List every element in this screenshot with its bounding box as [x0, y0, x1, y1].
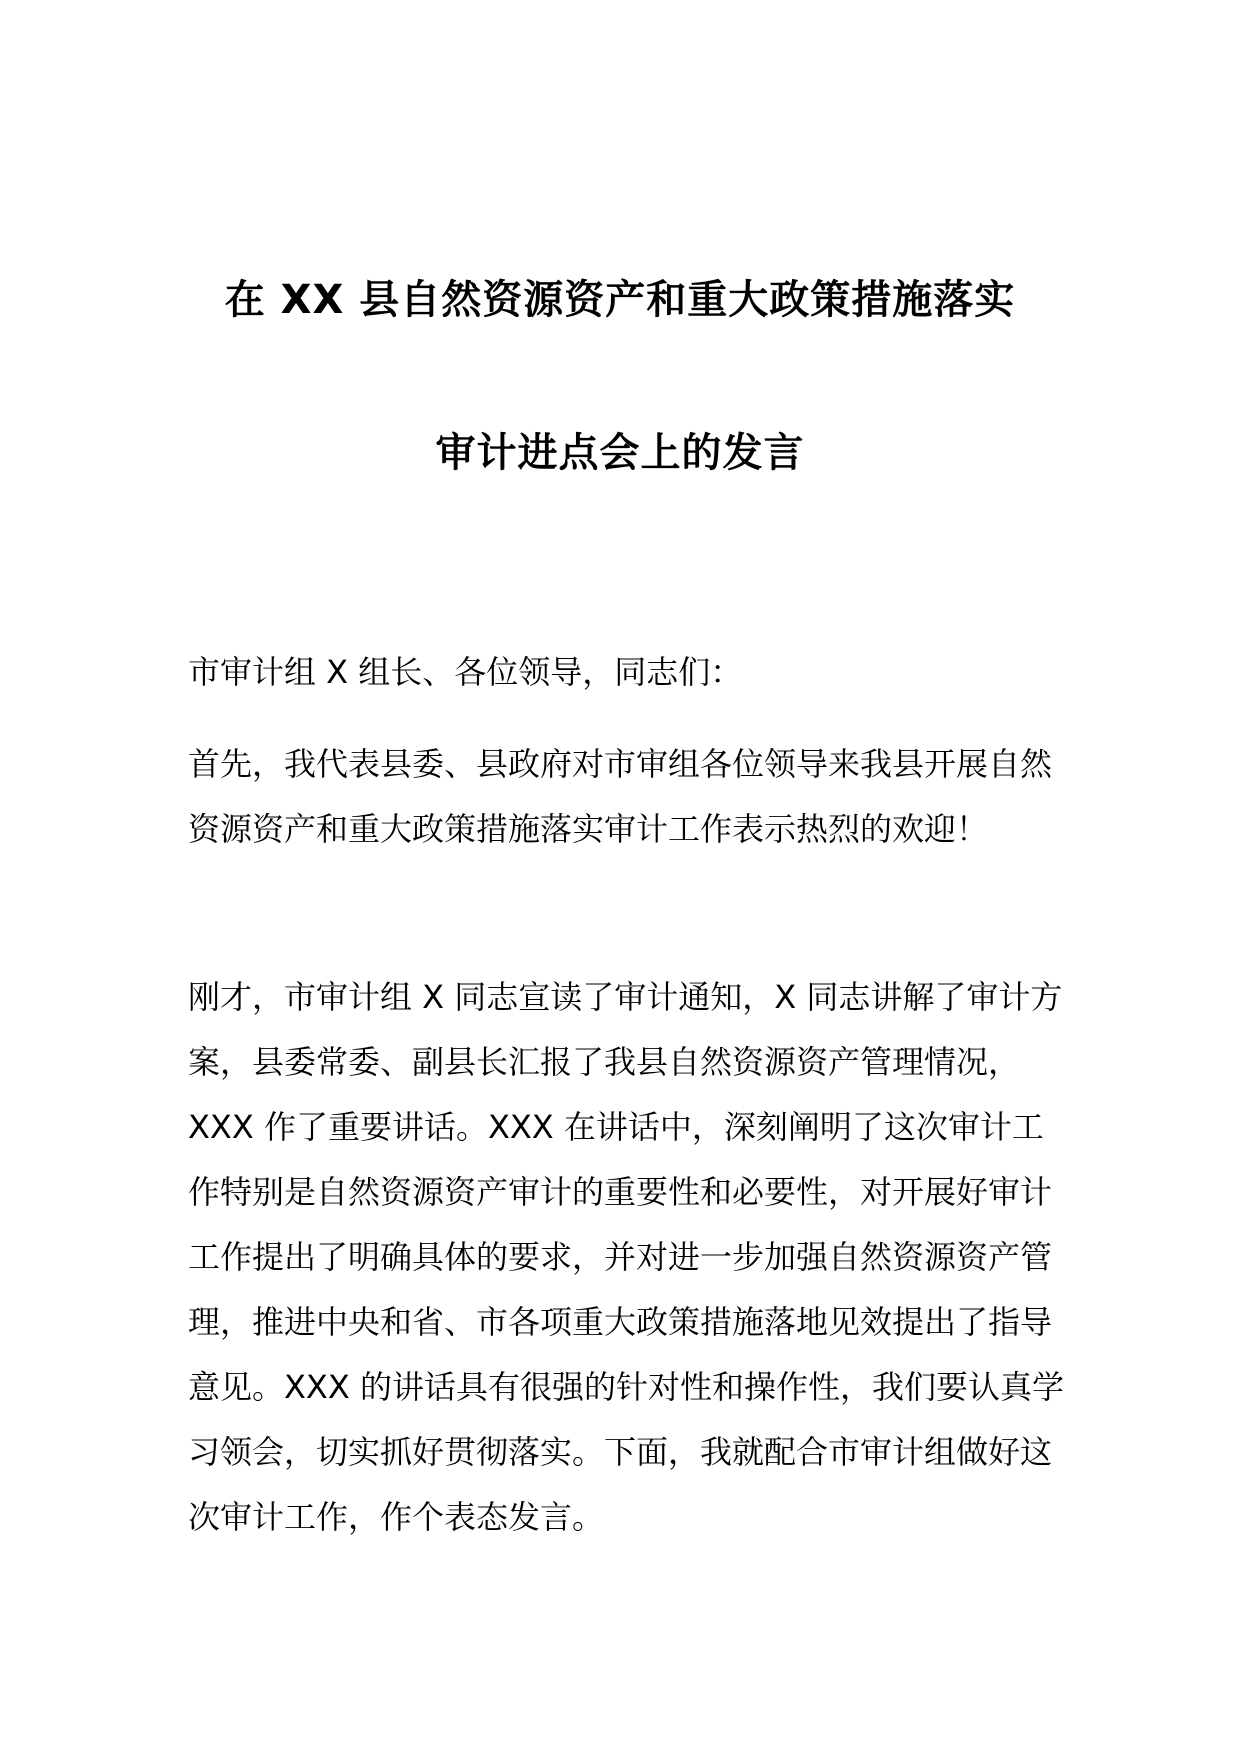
document-title-line-1: 在 XX 县自然资源资产和重大政策措施落实 — [224, 277, 1016, 323]
paragraph-welcome: 首先，我代表县委、县政府对市审组各位领导来我县开展自然资源资产和重大政策措施落实审计工作表示热烈的欢迎！ — [188, 745, 1053, 848]
salutation: 市审计组 X 组长、各位领导，同志们： — [188, 653, 743, 691]
paragraph-summary: 刚才，市审计组 X 同志宣读了审计通知，X 同志讲解了审计方案，县委常委、副县长汇报了我县自然资源资产管理情况，XXX 作了重要讲话。XXX 在讲话中，深刻阐明了这次审计工作特别是自然资源资产审计的重要性和必要性，对开展好审计工作提出了明确具体的要求，并对进一步加强自然资源资产管理，推进中央和省、市各项重大政策措施落地见效提出了指导意见。XXX 的讲话具有很强的针对性和操作性，我们要认真学习领会，切实抓好贯彻落实。下面，我就配合市审计组做好这次审计工作，作个表态发言。 — [188, 978, 1064, 1536]
document-title-line-2: 审计进点会上的发言 — [435, 430, 805, 476]
